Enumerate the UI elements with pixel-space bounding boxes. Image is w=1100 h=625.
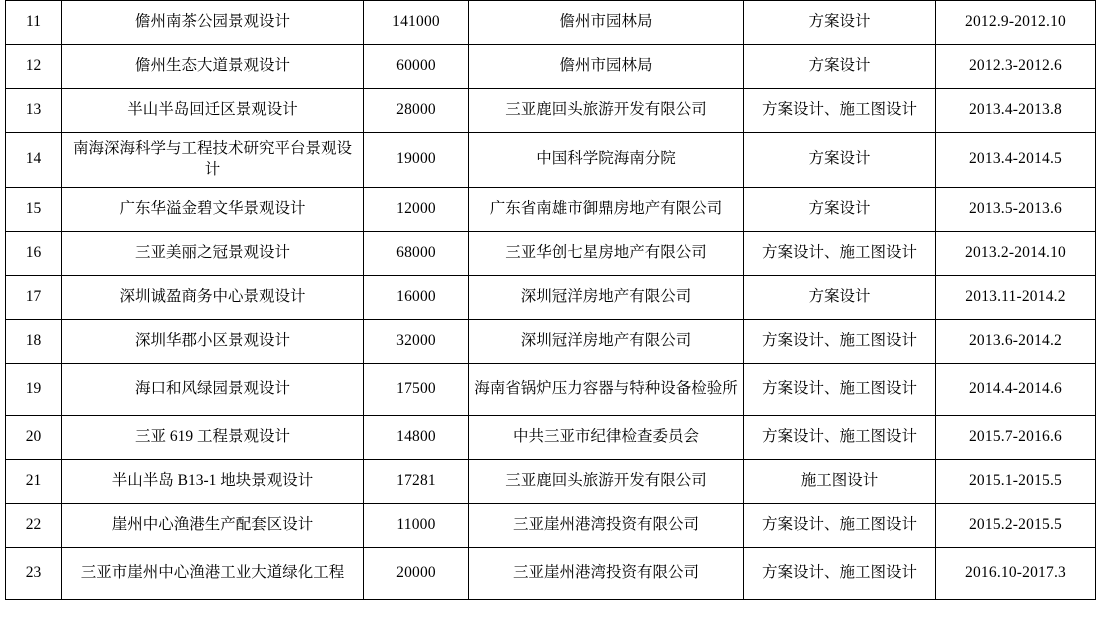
cell-project-name: 广东华溢金碧文华景观设计	[62, 187, 364, 231]
cell-client: 三亚鹿回头旅游开发有限公司	[469, 459, 744, 503]
cell-service-content: 方案设计、施工图设计	[744, 363, 936, 415]
cell-service-period: 2013.4-2014.5	[936, 133, 1096, 188]
cell-service-content: 方案设计	[744, 275, 936, 319]
cell-client: 儋州市园林局	[469, 1, 744, 45]
cell-scale: 141000	[364, 1, 469, 45]
cell-scale: 60000	[364, 45, 469, 89]
cell-project-name: 海口和风绿园景观设计	[62, 363, 364, 415]
cell-project-name: 三亚市崖州中心渔港工业大道绿化工程	[62, 547, 364, 599]
cell-scale: 12000	[364, 187, 469, 231]
project-table	[5, 0, 1096, 600]
cell-service-content: 方案设计、施工图设计	[744, 547, 936, 599]
cell-project-name: 三亚美丽之冠景观设计	[62, 231, 364, 275]
cell-client: 广东省南雄市御鼎房地产有限公司	[469, 187, 744, 231]
cell-service-content: 方案设计、施工图设计	[744, 89, 936, 133]
cell-client: 三亚鹿回头旅游开发有限公司	[469, 89, 744, 133]
cell-project-name: 半山半岛回迁区景观设计	[62, 89, 364, 133]
table-body	[6, 1, 1096, 600]
cell-scale: 32000	[364, 319, 469, 363]
cell-client: 深圳冠洋房地产有限公司	[469, 275, 744, 319]
cell-project-name: 深圳华郡小区景观设计	[62, 319, 364, 363]
cell-service-content: 方案设计、施工图设计	[744, 231, 936, 275]
cell-client: 儋州市园林局	[469, 45, 744, 89]
table-row	[6, 187, 1096, 231]
cell-serial-number: 11	[6, 1, 62, 45]
cell-project-name: 深圳诚盈商务中心景观设计	[62, 275, 364, 319]
cell-client: 中共三亚市纪律检查委员会	[469, 415, 744, 459]
cell-scale: 16000	[364, 275, 469, 319]
cell-service-content: 方案设计、施工图设计	[744, 319, 936, 363]
cell-client: 三亚崖州港湾投资有限公司	[469, 503, 744, 547]
cell-serial-number: 21	[6, 459, 62, 503]
cell-service-period: 2015.1-2015.5	[936, 459, 1096, 503]
cell-client: 中国科学院海南分院	[469, 133, 744, 188]
cell-serial-number: 19	[6, 363, 62, 415]
cell-service-content: 方案设计	[744, 1, 936, 45]
cell-service-content: 方案设计、施工图设计	[744, 503, 936, 547]
cell-scale: 14800	[364, 415, 469, 459]
cell-project-name: 半山半岛 B13-1 地块景观设计	[62, 459, 364, 503]
table-row	[6, 547, 1096, 599]
cell-service-period: 2013.4-2013.8	[936, 89, 1096, 133]
cell-serial-number: 12	[6, 45, 62, 89]
table-row	[6, 231, 1096, 275]
cell-service-period: 2015.2-2015.5	[936, 503, 1096, 547]
cell-service-period: 2015.7-2016.6	[936, 415, 1096, 459]
cell-client: 三亚崖州港湾投资有限公司	[469, 547, 744, 599]
table-row	[6, 133, 1096, 188]
cell-project-name: 三亚 619 工程景观设计	[62, 415, 364, 459]
cell-scale: 17281	[364, 459, 469, 503]
cell-service-content: 方案设计	[744, 45, 936, 89]
cell-scale: 28000	[364, 89, 469, 133]
cell-project-name: 崖州中心渔港生产配套区设计	[62, 503, 364, 547]
cell-service-period: 2013.6-2014.2	[936, 319, 1096, 363]
table-row	[6, 459, 1096, 503]
table-row	[6, 1, 1096, 45]
cell-service-period: 2013.11-2014.2	[936, 275, 1096, 319]
cell-serial-number: 14	[6, 133, 62, 188]
cell-serial-number: 13	[6, 89, 62, 133]
table-row	[6, 275, 1096, 319]
cell-scale: 68000	[364, 231, 469, 275]
table-row	[6, 503, 1096, 547]
cell-serial-number: 15	[6, 187, 62, 231]
cell-service-period: 2016.10-2017.3	[936, 547, 1096, 599]
cell-scale: 19000	[364, 133, 469, 188]
cell-service-period: 2014.4-2014.6	[936, 363, 1096, 415]
cell-scale: 17500	[364, 363, 469, 415]
cell-serial-number: 23	[6, 547, 62, 599]
table-row	[6, 319, 1096, 363]
cell-service-period: 2013.5-2013.6	[936, 187, 1096, 231]
cell-serial-number: 16	[6, 231, 62, 275]
cell-service-period: 2013.2-2014.10	[936, 231, 1096, 275]
cell-service-period: 2012.3-2012.6	[936, 45, 1096, 89]
cell-scale: 11000	[364, 503, 469, 547]
cell-scale: 20000	[364, 547, 469, 599]
cell-serial-number: 20	[6, 415, 62, 459]
cell-service-content: 施工图设计	[744, 459, 936, 503]
cell-client: 海南省锅炉压力容器与特种设备检验所	[469, 363, 744, 415]
cell-client: 深圳冠洋房地产有限公司	[469, 319, 744, 363]
cell-project-name: 南海深海科学与工程技术研究平台景观设计	[62, 133, 364, 188]
table-row	[6, 89, 1096, 133]
cell-serial-number: 22	[6, 503, 62, 547]
cell-client: 三亚华创七星房地产有限公司	[469, 231, 744, 275]
cell-serial-number: 18	[6, 319, 62, 363]
cell-project-name: 儋州生态大道景观设计	[62, 45, 364, 89]
cell-project-name: 儋州南茶公园景观设计	[62, 1, 364, 45]
table-row	[6, 363, 1096, 415]
cell-service-period: 2012.9-2012.10	[936, 1, 1096, 45]
table-row	[6, 45, 1096, 89]
cell-service-content: 方案设计	[744, 133, 936, 188]
cell-service-content: 方案设计	[744, 187, 936, 231]
cell-serial-number: 17	[6, 275, 62, 319]
table-row	[6, 415, 1096, 459]
cell-service-content: 方案设计、施工图设计	[744, 415, 936, 459]
